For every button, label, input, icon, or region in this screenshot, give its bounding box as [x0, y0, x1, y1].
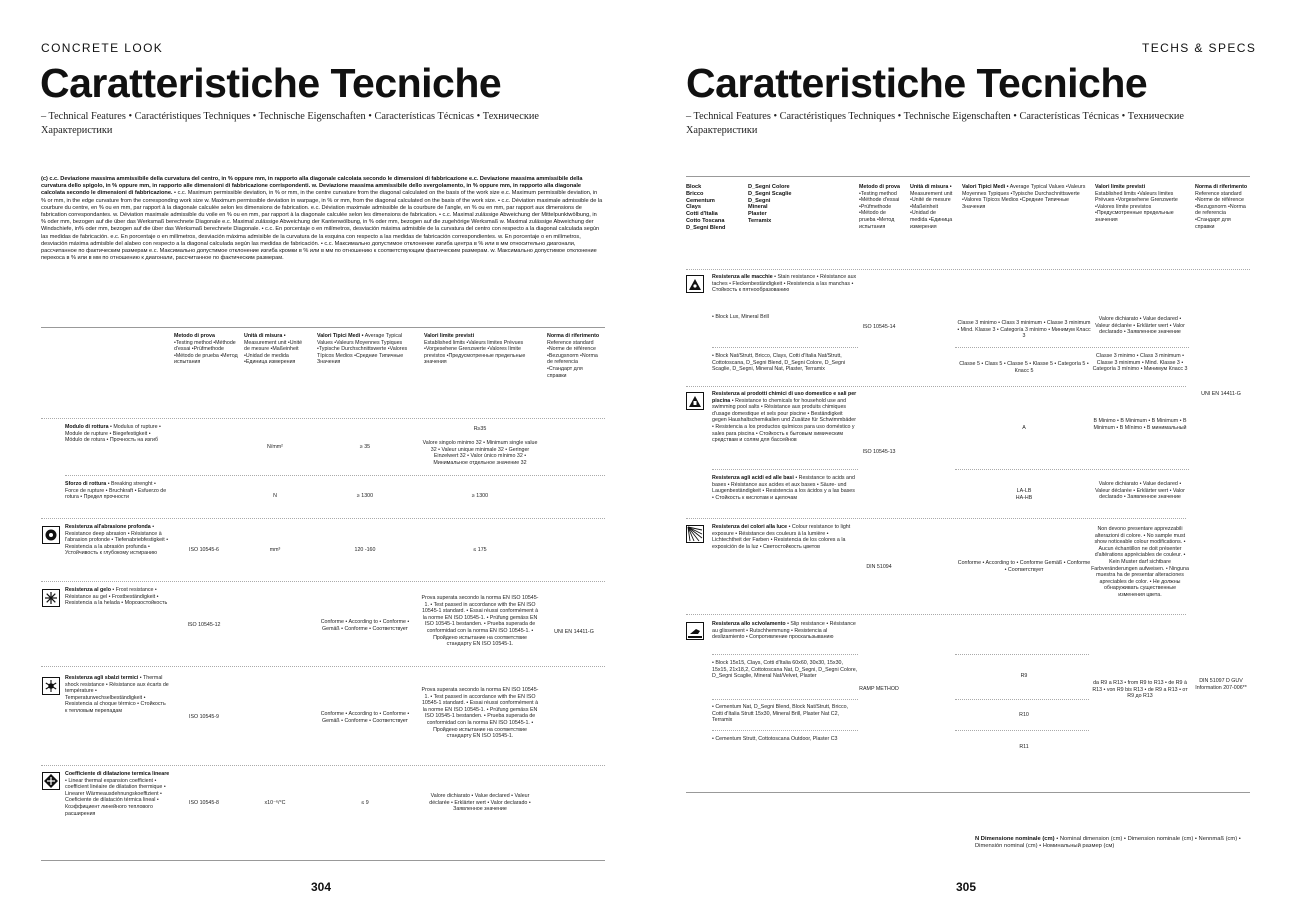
- header-limits: Valori limite previsti Established limits •Valeurs limites Prévues •Vorgesehene Grenzwerte •Valores límite previstos •Предусмотренные предельные значения: [424, 333, 526, 366]
- row-expansion-typical: ≤ 9: [361, 800, 369, 806]
- row-light-name: Resistenza dei colori alla luce • Colour resistance to light exposure • Résistance des couleurs à la lumière • Lichtechtheit der Farben • Resistencia de los colores a la exposición de la luz • Светостойкость цветов: [712, 524, 851, 550]
- row-modulus-name: Modulo di rottura • Modulus of rupture • Module de rupture • Biegefestigkeit • Módulo de rotura • Прочность на изгиб: [65, 424, 161, 444]
- row-acids-typical-2: HA-HB: [1015, 495, 1033, 501]
- row-divider: [712, 654, 858, 655]
- row-slip-norm: DIN 51097 D GUV Information 207-006**: [1195, 678, 1247, 691]
- row-thermal-name: Resistenza agli sbalzi termici • Thermal shock resistance • Résistance aux écarts de température • Temperaturwechselbeständigkeit • Resistencia al choque térmico • Стойкость к тепловым перепадам: [65, 675, 169, 714]
- row-stain-sub1: • Block Lux, Mineral Brill: [712, 314, 769, 320]
- header-typical: Valori Tipici Medi • Average Typical Values •Valeurs Moyennes Typiques •Typische Durchschnittswerte •Valores Típicos Medios •Средние Типичные Значения: [962, 184, 1086, 210]
- curvature-note: [41, 176, 603, 262]
- row-expansion-unit: x10⁻⁶/°C: [264, 800, 286, 806]
- brand-list-2: D_Segni Colore D_Segni Scaglie D_Segni Mineral Plaster Terramix: [748, 184, 792, 224]
- page-subtitle: – Technical Features • Caractéristiques Techniques • Technische Eigenschaften • Características Técnicas • Технические Характеристики: [41, 111, 539, 136]
- row-thermal-limit: Prova superata secondo la norma EN ISO 10545-1. • Test passed in accordance with the EN ISO 10545-1 standard. • Essai réussi conformément à la norme EN ISO 10545-1. • Prüfung gemäss EN ISO 10545-1 bestanden. • Prueba superada de conformidad con la norma EN ISO 10545-1. • Пройдено испытание на соответствие стандарту EN ISO 10545-1.: [421, 687, 539, 740]
- row-acids-name: Resistenza agli acidi ed alle basi • Resistance to acids and bases • Résistance aux acides et aux bases • Säure- und Laugenbeständigkeit • Resistencia a los ácidos y a las bases • Стойкость к кислотам и щелочам: [712, 475, 855, 501]
- row-slip-method: RAMP METHOD: [859, 686, 899, 692]
- row-slip-sub3-typical: R11: [1019, 744, 1029, 750]
- row-thermal-typical: Conforme • According to • Conforme • Gemäß • Conforme • Соответствует: [320, 711, 410, 724]
- row-acids-typical-1: LA-LB: [1016, 488, 1032, 494]
- row-acids-limits: Valore dichiarato • Value declared • Valeur déclarée • Erklärter wert • Valor declarado • Заявленное значение: [1095, 481, 1185, 501]
- row-frost-typical: Conforme • According to • Conforme • Gemäß • Conforme • Соответствует: [320, 619, 410, 632]
- row-expansion-name: Coefficiente di dilatazione termica lineare • Linear thermal expansion coefficient • coefficient linéaire de dilatation thermique • Linearer Wärmeausdehnungskoeffizient • Coeficiente de dilatación térmica lineal • Коэффициент линейного теплового расширения: [65, 771, 170, 817]
- row-light-typical: Conforme • According to • Conforme Gemäß • Conforme • Соответствует: [957, 560, 1091, 573]
- row-abrasion-typical: 120 -160: [354, 547, 376, 553]
- slip-icon: [686, 622, 704, 640]
- row-slip-name: Resistenza allo scivolamento • Slip resistance • Résistance au glissement • Rutschhemmung • Resistencia al deslizamiento • Сопротивление проскальзыванию: [712, 621, 856, 641]
- row-frost-name: Resistenza al gelo • Frost resistance • Résistance au gel • Frostbeständigkeit • Resistencia a la helada • Морозостойкость: [65, 587, 168, 607]
- row-breaking-name: Sforzo di rottura • Breaking strenght • Force de rupture • Bruchkraft • Esfuerzo de rotura • Предел прочности: [65, 481, 167, 501]
- row-divider: [686, 518, 1186, 519]
- row-modulus-limit-detail: Valore singolo minimo 32 • Minimum single value 32 • Valeur unique minimale 32 • Geringer Einzelwert 32 • Valor único mínimo 32 • Минимальное отдельное значение 32: [422, 440, 538, 466]
- table-top-rule: [686, 176, 1250, 177]
- row-stain-name: Resistenza alle macchie • Stain resistance • Résistance aux taches • Fleckenbeständigkeit • Resistencia a las manchas • Стойкость к пятнообразованию: [712, 274, 857, 294]
- row-frost-norm: UNI EN 14411-G: [554, 629, 594, 635]
- header-unit: Unità di misura • Measurement unit •Unité de mesure •Maßeinheit •Unidad de medida •Единица измерения: [244, 333, 303, 366]
- row-slip-sub2: • Cementum Nat, D_Segni Blend, Block Nat/Strutt, Bricco, Cotti d'Italia Strutt 15x30, Mineral Brill, Plaster Nat C2, Terramix: [712, 704, 849, 724]
- curvature-note-bold: (c) c.c. Deviazione massima ammissibile della curvatura del centro, in % oppure mm, in rapporto alla diagonale calcolata secondo le dimensioni di fabbricazione e.c. Deviazione massima ammissibile della curvatura dello spigolo, in % oppure mm, in rapporto alle dimensioni di fabbricazione corrispondenti. w. Deviazione massima ammissibile dello svergolamento, in % oppure mm, in rapporto alla diagonale calcolata secondo le dimensioni di fabbricazione.: [41, 176, 583, 197]
- section-kicker: TECHS & SPECS: [1142, 41, 1257, 55]
- row-breaking-typical: ≥ 1300: [356, 493, 374, 499]
- row-stain-sub2-limits: Classe 3 minimo • Class 3 minimum • Classe 3 minimum • Mind. Klasse 3 • Categoría 3 mínimo • Минимум Класс 3: [1092, 353, 1188, 373]
- row-slip-sub2-typical: R10: [1019, 712, 1029, 718]
- row-divider: [712, 469, 858, 470]
- page-title: Caratteristiche Tecniche: [686, 60, 1148, 106]
- row-abrasion-limit: ≤ 175: [473, 547, 487, 553]
- row-chemicals-typical: A: [1022, 425, 1026, 431]
- row-divider: [955, 347, 1189, 348]
- row-light-method: DIN 51094: [866, 564, 892, 570]
- row-divider: [686, 386, 1186, 387]
- row-divider: [686, 269, 1250, 270]
- row-slip-sub3: • Cementum Strutt, Cottotoscana Outdoor, Plaster C3: [712, 736, 838, 742]
- snowflake-icon: [42, 589, 60, 607]
- row-breaking-unit: N: [273, 493, 277, 499]
- row-divider: [712, 730, 858, 731]
- header-method: Metodo di prova •Testing method •Méthode d'essai •Prüfmethode •Método de prueba •Метод испытания: [859, 184, 900, 230]
- table-bottom-rule: [686, 792, 1250, 793]
- row-modulus-unit: N/mm²: [267, 444, 283, 450]
- stain-icon: [686, 275, 704, 293]
- row-expansion-limit: Valore dichiarato • Value declared • Valeur déclarée • Erklärter wert • Valor declarado • Заявленное значение: [429, 793, 531, 813]
- abrasion-icon: [42, 526, 60, 544]
- header-method: Metodo di prova •Testing method •Méthode d'essai •Prüfmethode •Método de prueba •Метод испытания: [174, 333, 238, 366]
- row-divider: [955, 469, 1189, 470]
- row-divider: [65, 475, 605, 476]
- footnote-nominal-dimension: N Dimensione nominale (cm) • Nominal dimension (cm) • Dimension nominale (cm) • Nennmaß (cm) • Dimensión nominal (cm) • Номинальный размер (см): [975, 836, 1241, 849]
- row-modulus-limit: R≥35: [473, 426, 487, 432]
- row-abrasion-unit: mm³: [269, 547, 281, 553]
- row-divider: [712, 347, 858, 348]
- section-kicker: CONCRETE LOOK: [41, 41, 164, 55]
- row-divider: [41, 666, 605, 667]
- row-divider: [41, 765, 605, 766]
- row-divider: [712, 699, 858, 700]
- thermal-shock-icon: [42, 677, 60, 695]
- page-number: 304: [311, 880, 332, 894]
- header-unit: Unità di misura • Measurement unit •Unité de mesure •Maßeinheit •Unidad de medida •Единица измерения: [910, 184, 953, 230]
- row-stain-sub1-typical: Classe 3 minimo • Class 3 minimum • Classe 3 minimum • Mind. Klasse 3 • Categoría 3 mínimo • Минимум Класс 3: [957, 320, 1091, 340]
- curvature-note-text: • c.c. Maximum permissible deviation, in % or mm, in the centre curvature from the diagonal calculated on the basis of the work size e.c. Maximum permissible deviation, in % or mm, in the edge curvature from the corresponding work size w. Maximum permissible deviation in warpage, in % or mm, from the diagonal calculated on the basis of the work size. • c.c. Déviation maximale admissible de la courbure du centre, en % ou en mm, par rapport à la diagonale calculée selon les dimensions de fabrication. e.c. Déviation maximale admissible de la courbure de l'angle, en % ou en mm, par rapport aux dimensions de fabrication correspondantes. w. Déviation maximale admissible du voile en % ou en mm, par rapport à la diagonale calculée selon les dimensions de fabrication. • c.c. Maximal zulässige Abweichung der Mittelpunktwölbung, in % oder mm, bezogen auf die über das Werksmaß berechnete Diagonale e.c. Maximal zulässige Abweichung der Kantenwölbung, in % oder mm, bezogen auf die zugehörige Werksmaß w. Maximal zulässige Abweichung der Windschiefe, in% oder mm, bezogen auf die über das Werksmaß berechnete Diagonale. • c.c. En porcentaje o en milímetros, desviación máxima admisible de la curvatura del centro con respecto a la diagonal calculada según las medidas de fabricación. e.c. En porcentaje o en milímetros, desviación máxima admisible de la curvatura de la esquina con respecto a las medidas de fabricación correspondientes. w. En porcentaje o en milímetros, desviación máxima admisible del alabeo con respecto a la diagonal calculada según las medidas de fabricación. • c.c. Максимально допустимое отклонение изгиба центра в % или в мм относительно диагонали, рассчитанное по фактическим размерам e.c. Максимально допустимое отклонение изгиба кромки в % или в мм по отношению к соответствующим фактическим размерам. w. Максимально допустимое отклонение перекоса в % или в мм по отношению к диагонали, рассчитанное по фактическим размерам.: [41, 190, 603, 262]
- light-icon: [686, 525, 704, 543]
- row-breaking-limit: ≥ 1300: [471, 493, 489, 499]
- row-divider: [955, 699, 1089, 700]
- row-divider: [955, 730, 1089, 731]
- row-thermal-method: ISO 10545-9: [188, 714, 220, 720]
- row-stain-sub2-typical: Classe 5 • Class 5 • Classe 5 • Klasse 5 • Categoría 5 • Класс 5: [959, 361, 1089, 374]
- row-stain-sub1-limits: Valore dichiarato • Value declared • Valeur déclarée • Erklärter wert • Valor declarado • Заявленное значение: [1095, 316, 1185, 336]
- table-top-rule: [41, 327, 605, 328]
- row-expansion-method: ISO 10545-8: [188, 800, 220, 806]
- row-light-limits: Non devono presentare apprezzabili alterazioni di colore. • No sample must show noticeable colour modifications. • Aucun échantillon ne doit présenter d'altérations appréciables de couleur. • Kein Muster darf sichtbare Farbveränderungen aufweisen. • Ninguna muestra ha de presentar alteraciones apreciables de color. • Не должны обнаруживать существенные изменения цвета.: [1091, 526, 1189, 598]
- row-norm-14411: UNI EN 14411-G: [1201, 391, 1241, 397]
- row-chemicals-limits: B Minimo • B Minimum • B Minimum • B Minimum • B Mínimo • В минимальный: [1093, 418, 1187, 431]
- row-slip-limits: da R9 a R13 • from R9 to R13 • de R9 à R13 • von R9 bis R13 • de R9 a R13 • от R9 до R13: [1092, 680, 1188, 700]
- header-norm: Norma di riferimento Reference standard •Norme de référence •Bezugsnorm •Norma de referencia •Стандарт для справки: [547, 333, 600, 379]
- row-stain-method: ISO 10545-14: [862, 324, 896, 330]
- header-limits: Valori limite previsti Established limits •Valeurs limites Prévues •Vorgesehene Grenzwerte •Valores límite previstos •Предусмотренные предельные значения: [1095, 184, 1178, 223]
- row-stain-sub2: • Block Nat/Strutt, Bricco, Clays, Cotti d'Italia Nat/Strutt, Cottotoscana, D_Segni Blend, D_Segni Colore, D_Segni Scaglie, D_Segni, Mineral Nat, Plaster, Terramix: [712, 353, 846, 373]
- page-subtitle: – Technical Features • Caractéristiques Techniques • Technische Eigenschaften • Características Técnicas • Технические Характеристики: [686, 111, 1184, 136]
- header-norm: Norma di riferimento Reference standard •Norme de référence •Bezugsnorm •Norma de referencia •Стандарт для справки: [1195, 184, 1248, 230]
- row-divider: [955, 654, 1089, 655]
- header-typical: Valori Tipici Medi • Average Typical Values •Valeurs Moyennes Typiques •Typische Durchschnittswerte •Valores Típicos Medios •Средние Типичные Значения: [317, 333, 408, 366]
- page-number: 305: [956, 880, 977, 894]
- row-divider: [41, 581, 605, 582]
- row-chemicals-method: ISO 10545-13: [862, 449, 896, 455]
- row-frost-method: ISO 10545-12: [187, 622, 221, 628]
- brand-list-1: Block Bricco Cementum Clays Cotti d'Italia Cotto Toscana D_Segni Blend: [686, 184, 726, 231]
- row-abrasion-name: Resistenza all'abrasione profonda • Resistance deep abrasion • Résistance à l'abrasion profonde • Tiefenabriebfestigkeit • Resistencia a la abrasión profunda • Устойчивость к глубокому истиранию: [65, 524, 169, 557]
- row-divider: [41, 518, 605, 519]
- right-page: [645, 0, 1291, 920]
- row-divider: [41, 418, 605, 419]
- expansion-icon: [42, 772, 60, 790]
- row-slip-sub1-typical: R9: [1020, 673, 1028, 679]
- row-abrasion-method: ISO 10545-6: [188, 547, 220, 553]
- row-modulus-typical: ≥ 35: [359, 444, 371, 450]
- page-title: Caratteristiche Tecniche: [40, 60, 502, 106]
- row-frost-limit: Prova superata secondo la norma EN ISO 10545-1. • Test passed in accordance with the EN ISO 10545-1 standard. • Essai réussi conformément à la norme EN ISO 10545-1. • Prüfung gemäss EN ISO 10545-1 bestanden. • Prueba superada de conformidad con la norma EN ISO 10545-1. • Пройдено испытание на соответствие стандарту EN ISO 10545-1.: [421, 595, 539, 648]
- left-page: [0, 0, 645, 920]
- row-chemicals-name: Resistenza ai prodotti chimici di uso domestico e sali per piscina • Resistance to chemicals for household use and swimming pool salts • Résistance aux produits chimiques d'usage domestique et sels pour piscine • Beständigkeit gegen Haushaltschemikalien und Zusätze für Schwimmbäder • Resistencia a los productos químicos para uso doméstico y sales para piscina • Стойкость к бытовым химическим средствам и солям для бассейнов: [712, 391, 857, 444]
- row-slip-sub1: • Block 15x15, Clays, Cotti d'Italia 60x60, 30x30, 15x30, 15x15, 21x18,2, Cottotoscana Nat, D_Segni, D_Segni Colore, D_Segni Scaglie, Mineral Nat/Velvet, Plaster: [712, 660, 858, 680]
- table-bottom-rule: [41, 860, 605, 861]
- row-divider: [686, 614, 1186, 615]
- chemicals-icon: [686, 392, 704, 410]
